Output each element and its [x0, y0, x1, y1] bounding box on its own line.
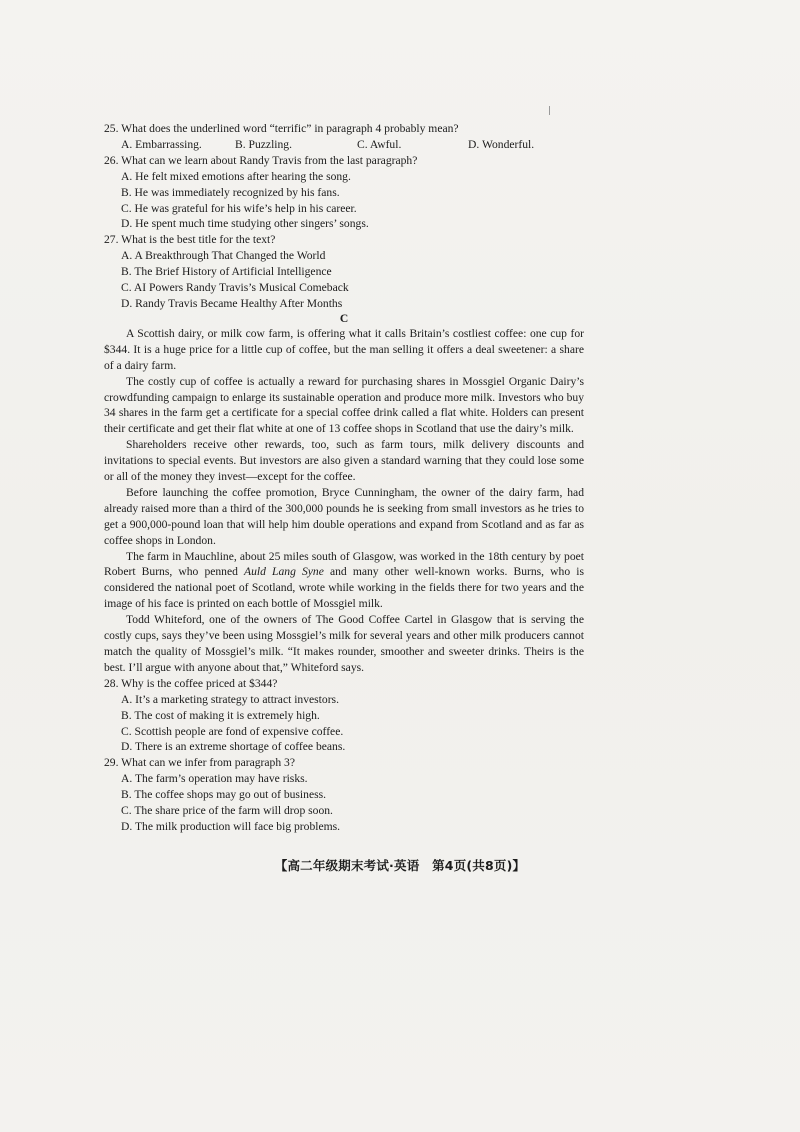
- question-28-stem: 28. Why is the coffee priced at $344?: [104, 676, 278, 690]
- option-a: A. It’s a marketing strategy to attract investors.: [121, 692, 339, 706]
- page-content: [104, 121, 584, 835]
- option-b: B. Puzzling.: [235, 137, 293, 151]
- option-c: C. The share price of the farm will drop soon.: [121, 804, 333, 818]
- song-title: Auld Lang Syne: [244, 565, 324, 579]
- option-b: B. The Brief History of Artificial Intelligence: [121, 265, 332, 279]
- question-26: [104, 153, 584, 233]
- option-d: D. The milk production will face big problems.: [121, 819, 341, 833]
- option-b: B. He was immediately recognized by his fans.: [121, 185, 340, 199]
- question-25-stem: 25. What does the underlined word “terrific” in paragraph 4 probably mean?: [104, 122, 459, 135]
- option-d: D. Randy Travis Became Healthy After Months: [121, 296, 343, 310]
- passage-paragraph-3: Shareholders receive other rewards, too, such as farm tours, milk delivery discounts and invitations to special events. But investors are also given a standard warning that they could lose some or all of the money they invest—except for the coffee.: [104, 438, 584, 484]
- question-27: [104, 232, 584, 312]
- question-28: [104, 676, 584, 756]
- option-a: A. The farm’s operation may have risks.: [121, 772, 308, 786]
- option-b: B. The coffee shops may go out of business.: [121, 788, 327, 802]
- option-d: D. There is an extreme shortage of coffee beans.: [121, 740, 346, 754]
- paragraph-5-text-after: and many other well-known works. Burns, who is considered the national poet of Scotland, wrote while working in the fields there for two years and the image of his face is printed on each bottle of Mossgiel milk.: [104, 565, 584, 611]
- question-29-stem: 29. What can we infer from paragraph 3?: [104, 756, 295, 770]
- option-c: C. Awful.: [357, 137, 402, 151]
- question-29: [104, 755, 584, 835]
- passage-paragraph-1: A Scottish dairy, or milk cow farm, is offering what it calls Britain’s costliest coffee: one cup for $344. It is a huge price for a little cup of coffee, but the man selling it offers a deal sweetener: a share of a dairy farm.: [104, 326, 584, 372]
- passage-paragraph-4: Before launching the coffee promotion, Bryce Cunningham, the owner of the dairy farm, had already raised more than a third of the 300,000 pounds he is seeking from small investors as he tries to get a 900,000-pound loan that will help him double operations and expand from Scotland and as far as coffee shops in London.: [104, 485, 584, 547]
- option-d: D. Wonderful.: [468, 137, 535, 151]
- section-heading-c: C: [339, 311, 349, 325]
- passage-paragraph-5: [104, 549, 584, 613]
- option-c: C. AI Powers Randy Travis’s Musical Comeback: [121, 281, 349, 295]
- option-a: A. A Breakthrough That Changed the World: [121, 249, 326, 263]
- option-d: D. He spent much time studying other singers’ songs.: [121, 217, 369, 231]
- option-b: B. The cost of making it is extremely high.: [121, 708, 320, 722]
- page-footer: 【高二年级期末考试·英语 第4页(共8页)】: [274, 858, 526, 873]
- question-25-options: [104, 137, 584, 153]
- question-27-stem: 27. What is the best title for the text?: [104, 233, 276, 247]
- passage-c: [104, 326, 584, 676]
- passage-paragraph-2: The costly cup of coffee is actually a reward for purchasing shares in Mossgiel Organic Dairy’s crowdfunding campaign to enlarge its sustainable operation and produce more milk. Investors who buy 34 shares in the farm get a certificate for a special coffee drink called a flat white. Holders can present their certificate and get their flat white at one of 13 coffee shops in Scotland that use the dairy’s milk.: [104, 374, 584, 436]
- option-c: C. Scottish people are fond of expensive coffee.: [121, 724, 344, 738]
- question-26-stem: 26. What can we learn about Randy Travis from the last paragraph?: [104, 153, 418, 167]
- passage-paragraph-6: Todd Whiteford, one of the owners of The Good Coffee Cartel in Glasgow that is serving the costly cups, says they’ve been using Mossgiel’s milk for several years and other milk producers cannot match the quality of Mossgiel’s milk. “It makes rounder, smoother and sweeter drinks. Theirs is the best. I’ll argue with anyone about that,” Whiteford says.: [104, 613, 584, 674]
- scan-mark: [549, 106, 550, 115]
- paragraph-5-text-before: The farm in Mauchline, about 25 miles south of Glasgow, was worked in the 18th century by poet Robert Burns, who penned: [104, 549, 584, 579]
- option-a: A. He felt mixed emotions after hearing the song.: [121, 169, 351, 183]
- option-c: C. He was grateful for his wife’s help in his career.: [121, 201, 357, 215]
- question-25: [104, 121, 584, 153]
- option-a: A. Embarrassing.: [121, 137, 202, 151]
